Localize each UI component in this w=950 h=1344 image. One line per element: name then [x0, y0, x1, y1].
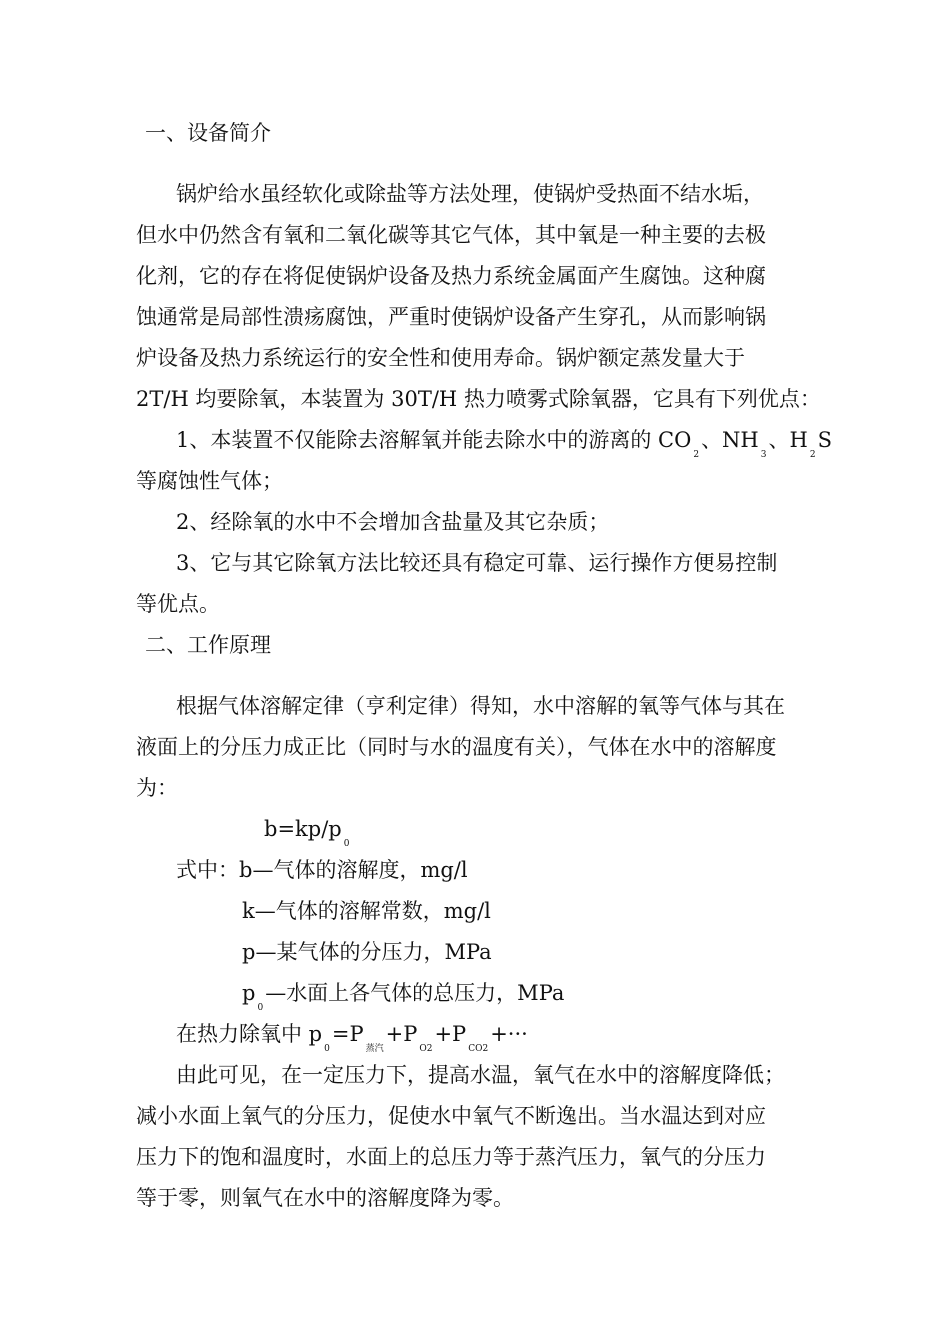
- var-text: —水面上各气体的总压力，MPa: [265, 981, 565, 1005]
- advantage-item-3: 3、它与其它除氧方法比较还具有稳定可靠、运行操作方便易控制: [176, 551, 778, 575]
- paragraph-line: 为：: [136, 776, 178, 800]
- solubility-formula: [264, 816, 351, 857]
- subscript: 3: [760, 450, 767, 460]
- eq-text: +P: [385, 1022, 418, 1046]
- var-text: p: [242, 981, 256, 1005]
- eq-text: +···: [490, 1022, 528, 1046]
- paragraph-line: 等腐蚀性气体；: [136, 469, 283, 493]
- paragraph-line: 但水中仍然含有氧和二氧化碳等其它气体，其中氧是一种主要的去极: [136, 223, 766, 247]
- paragraph-line: 由此可见，在一定压力下，提高水温，氧气在水中的溶解度降低；: [176, 1063, 785, 1087]
- eq-text: 在热力除氧中 p: [176, 1022, 323, 1046]
- subscript: 2: [809, 450, 816, 460]
- paragraph-line: 液面上的分压力成正比（同时与水的温度有关），气体在水中的溶解度: [136, 735, 777, 759]
- subscript: 0: [257, 1003, 264, 1013]
- subscript: CO2: [468, 1044, 489, 1054]
- paragraph-line: 炉设备及热力系统运行的安全性和使用寿命。锅炉额定蒸发量大于: [136, 346, 745, 370]
- definition-line: p—某气体的分压力，MPa: [242, 940, 492, 964]
- eq-text: +P: [434, 1022, 467, 1046]
- eq-text: =P: [331, 1022, 364, 1046]
- definition-line: [242, 980, 564, 1021]
- item-text: 、NH: [701, 428, 759, 452]
- paragraph-line: 等于零，则氧气在水中的溶解度降为零。: [136, 1186, 514, 1210]
- thermal-deaeration-equation: [176, 1021, 528, 1062]
- paragraph-line: 2T/H 均要除氧，本装置为 30T/H 热力喷雾式除氧器，它具有下列优点：: [136, 387, 821, 411]
- subscript: 2: [693, 450, 700, 460]
- section-heading-principle: 二、工作原理: [145, 633, 271, 657]
- subscript: O2: [419, 1044, 433, 1054]
- paragraph-line: 根据气体溶解定律（亨利定律）得知，水中溶解的氧等气体与其在: [176, 694, 785, 718]
- subscript: 蒸汽: [365, 1044, 384, 1054]
- formula-text: b=kp/p: [264, 817, 342, 841]
- paragraph-line: 锅炉给水虽经软化或除盐等方法处理，使锅炉受热面不结水垢，: [176, 182, 764, 206]
- paragraph-line: 化剂，它的存在将促使锅炉设备及热力系统金属面产生腐蚀。这种腐: [136, 264, 766, 288]
- section-heading-equipment: 一、设备简介: [145, 121, 271, 145]
- definition-line: k—气体的溶解常数，mg/l: [242, 899, 491, 923]
- paragraph-line: 减小水面上氧气的分压力，促使水中氧气不断逸出。当水温达到对应: [136, 1104, 766, 1128]
- item-text: 、H: [768, 428, 808, 452]
- subscript: 0: [324, 1044, 330, 1054]
- paragraph-line: 蚀通常是局部性溃疡腐蚀，严重时使锅炉设备产生穿孔，从而影响锅: [136, 305, 766, 329]
- paragraph-line: 压力下的饱和温度时，水面上的总压力等于蒸汽压力，氧气的分压力: [136, 1145, 766, 1169]
- subscript: 0: [343, 839, 350, 849]
- advantage-item-2: 2、经除氧的水中不会增加含盐量及其它杂质；: [176, 510, 610, 534]
- item-text: S: [817, 428, 832, 452]
- definition-line: 式中：b—气体的溶解度，mg/l: [176, 858, 468, 882]
- advantage-item-1: [176, 427, 832, 468]
- item-text: 1、本装置不仅能除去溶解氧并能去除水中的游离的 CO: [176, 428, 692, 452]
- paragraph-line: 等优点。: [136, 592, 220, 616]
